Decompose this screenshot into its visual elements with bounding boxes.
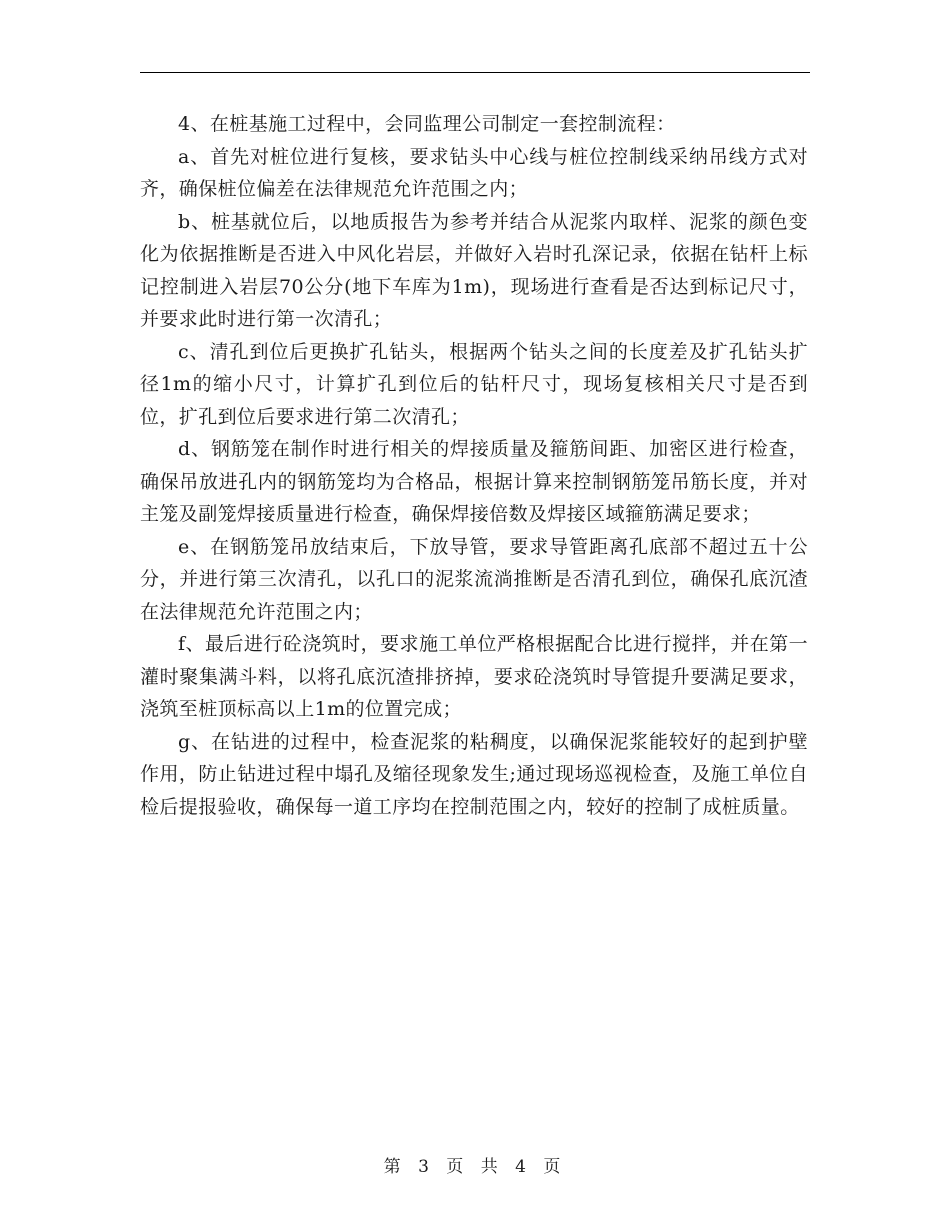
- page-number-footer: 第 3 页 共 4 页: [383, 1157, 567, 1177]
- document-body: [140, 108, 808, 823]
- paragraph-b: b、桩基就位后，以地质报告为参考并结合从泥浆内取样、泥浆的颜色变化为依据推断是否进入中风化岩层，并做好入岩时孔深记录，依据在钻杆上标记控制进入岩层70公分(地下车库为1m)，现场进行查看是否达到标记尺寸，并要求此时进行第一次清孔；: [140, 210, 808, 330]
- header-rule: [140, 72, 810, 73]
- paragraph-e: e、在钢筋笼吊放结束后，下放导管，要求导管距离孔底部不超过五十公分，并进行第三次清孔，以孔口的泥浆流淌推断是否清孔到位，确保孔底沉渣在法律规范允许范围之内；: [140, 535, 808, 623]
- paragraph-g: g、在钻进的过程中，检查泥浆的粘稠度，以确保泥浆能较好的起到护壁作用，防止钻进过程中塌孔及缩径现象发生;通过现场巡视检查，及施工单位自检后提报验收，确保每一道工序均在控制范围之内，较好的控制了成桩质量。: [140, 730, 808, 818]
- paragraph-f: f、最后进行砼浇筑时，要求施工单位严格根据配合比进行搅拌，并在第一灌时聚集满斗料，以将孔底沉渣排挤掉，要求砼浇筑时导管提升要满足要求，浇筑至桩顶标高以上1m的位置完成；: [140, 633, 808, 720]
- paragraph-intro: 4、在桩基施工过程中，会同监理公司制定一套控制流程：: [178, 113, 676, 135]
- paragraph-c: c、清孔到位后更换扩孔钻头，根据两个钻头之间的长度差及扩孔钻头扩径1m的缩小尺寸，计算扩孔到位后的钻杆尺寸，现场复核相关尺寸是否到位，扩孔到位后要求进行第二次清孔；: [140, 340, 808, 428]
- paragraph-d: d、钢筋笼在制作时进行相关的焊接质量及箍筋间距、加密区进行检查，确保吊放进孔内的钢筋笼均为合格品，根据计算来控制钢筋笼吊筋长度，并对主笼及副笼焊接质量进行检查，确保焊接倍数及焊接区域箍筋满足要求；: [140, 438, 808, 525]
- paragraph-a: a、首先对桩位进行复核，要求钻头中心线与桩位控制线采纳吊线方式对齐，确保桩位偏差在法律规范允许范围之内；: [140, 145, 808, 200]
